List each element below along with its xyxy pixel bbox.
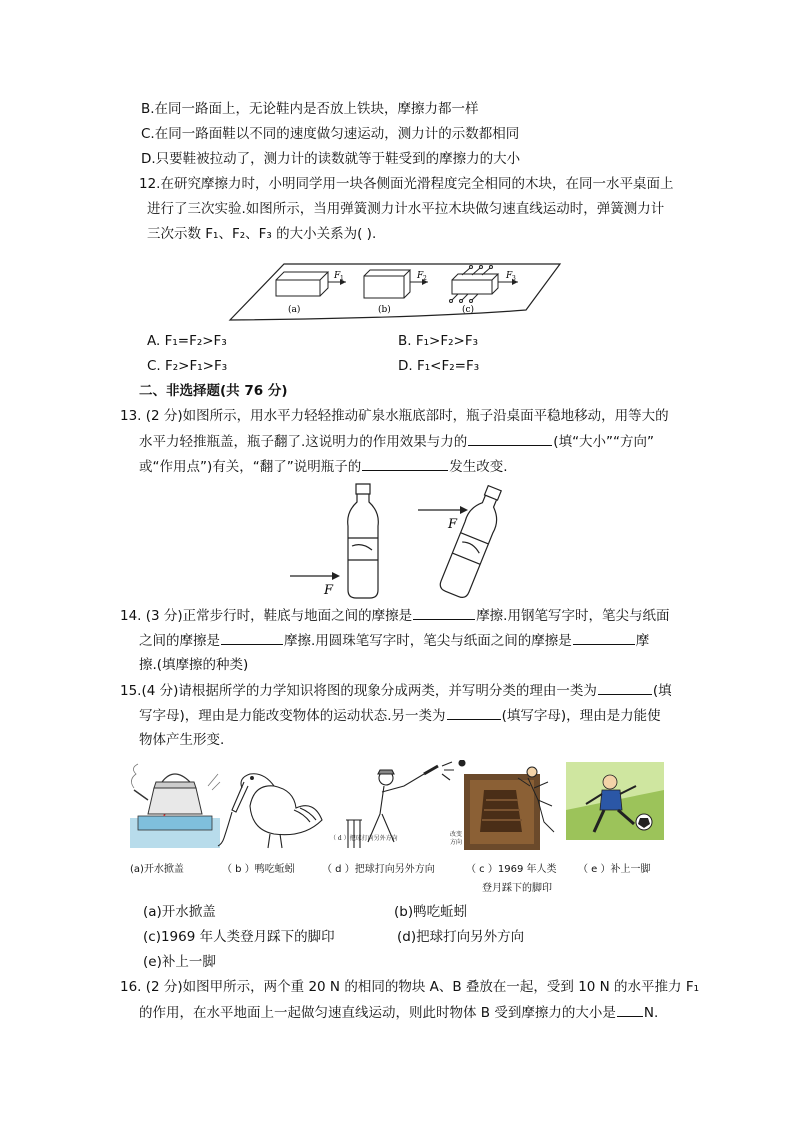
force-label-f1: F [334, 271, 341, 281]
block-c [450, 266, 499, 303]
label-b: (b) [378, 305, 391, 315]
fig-text-direction: 方向 [450, 839, 463, 846]
force-label-f2: F [417, 271, 424, 281]
q15-blank-2[interactable] [447, 705, 501, 720]
caption-a: (a)开水掀盖 [130, 864, 184, 875]
force-sub-2: 2 [423, 275, 427, 282]
soccer-picture [566, 762, 664, 840]
fig-text-d: （ d ）把球打向另外方向 [330, 835, 398, 842]
q12-stem-line1: 12.在研究摩擦力时，小明同学用一块各侧面光滑程度完全相同的木块，在同一水平桌面上 [139, 176, 674, 192]
force-sub-1: 1 [340, 275, 344, 282]
duck-picture [218, 774, 322, 848]
q15-stem-line2: 写字母)，理由是力能改变物体的运动状态.另一类为 (填写字母)，理由是力能使 [139, 705, 661, 726]
batsman-picture [330, 760, 465, 848]
block-a [276, 272, 328, 296]
q15-phenomena-figure [124, 760, 668, 855]
q16-stem-line1: 16. (2 分)如图甲所示，两个重 20 N 的相同的物块 A、B 叠放在一起，受到 10 N 的水平推力 F₁ [120, 979, 700, 995]
bottle-tilted [438, 482, 509, 599]
q13-stem-line1: 13. (2 分)如图所示，用水平力轻轻推动矿泉水瓶底部时，瓶子沿桌面平稳地移动，用等大的 [120, 408, 669, 424]
label-c: (c) [462, 305, 475, 315]
q14-blank-3[interactable] [573, 630, 635, 645]
bottle-upright [348, 484, 379, 598]
kettle-picture [130, 764, 220, 848]
caption-c-line2: 登月踩下的脚印 [482, 883, 552, 894]
q13-blank-2[interactable] [362, 456, 448, 471]
q12-option-b: B. F₁>F₂>F₃ [398, 333, 478, 349]
q12-option-a: A. F₁=F₂>F₃ [147, 333, 227, 349]
q15-item-b: (b)鸭吃蚯蚓 [394, 904, 468, 920]
force-label-f3: F [506, 271, 513, 281]
q16-blank-1[interactable] [617, 1002, 643, 1017]
footprint-picture [450, 767, 554, 850]
q14-stem-line2: 之间的摩擦是 摩擦.用圆珠笔写字时，笔尖与纸面之间的摩擦是 摩 [139, 630, 649, 651]
fig-text-change: 改变 [450, 831, 463, 838]
caption-b: （ b ）鸭吃蚯蚓 [222, 864, 295, 875]
q14-blank-2[interactable] [221, 630, 283, 645]
q13-bottle-figure [288, 480, 528, 610]
label-a: (a) [288, 305, 301, 315]
q13-blank-1[interactable] [468, 431, 552, 446]
section-2-title: 二、非选择题(共 76 分) [139, 383, 288, 399]
q13-stem-line2: 水平力轻推瓶盖，瓶子翻了.这说明力的作用效果与力的 (填“大小”“方向” [139, 431, 654, 452]
q15-stem-line3: 物体产生形变. [139, 732, 225, 748]
block-b [364, 270, 410, 298]
q15-blank-1[interactable] [598, 680, 652, 695]
q14-stem-line1: 14. (3 分)正常步行时，鞋底与地面之间的摩擦是 摩擦.用钢笔写字时，笔尖与纸面 [120, 605, 669, 626]
q16-stem-line2: 的作用，在水平地面上一起做匀速直线运动，则此时物体 B 受到摩擦力的大小是 N. [139, 1002, 658, 1023]
q12-friction-figure [226, 258, 566, 328]
force-label-bottom: F [324, 583, 334, 598]
force-label-top: F [448, 517, 458, 532]
q15-item-e: (e)补上一脚 [143, 954, 216, 970]
q11-option-d: D.只要鞋被拉动了，测力计的读数就等于鞋受到的摩擦力的大小 [141, 151, 521, 167]
q15-stem-line1: 15.(4 分)请根据所学的力学知识将图的现象分成两类，并写明分类的理由一类为 (填 [120, 680, 672, 701]
q11-option-c: C.在同一路面鞋以不同的速度做匀速运动，测力计的示数都相同 [141, 126, 520, 142]
q14-stem-line3: 擦.(填摩擦的种类) [139, 657, 249, 673]
q15-item-a: (a)开水掀盖 [143, 904, 216, 920]
q12-stem-line2: 进行了三次实验.如图所示，当用弹簧测力计水平拉木块做匀速直线运动时，弹簧测力计 [147, 201, 665, 217]
caption-c-line1: （ c ）1969 年人类 [466, 864, 557, 875]
q12-option-c: C. F₂>F₁>F₃ [147, 358, 228, 374]
caption-d: （ d ）把球打向另外方向 [322, 864, 435, 875]
q12-option-d: D. F₁<F₂=F₃ [398, 358, 480, 374]
q15-item-d: (d)把球打向另外方向 [397, 929, 525, 945]
q11-option-b: B.在同一路面上，无论鞋内是否放上铁块，摩擦力都一样 [141, 101, 479, 117]
q15-item-c: (c)1969 年人类登月踩下的脚印 [143, 929, 335, 945]
force-sub-3: 3 [512, 275, 516, 282]
caption-e: （ e ）补上一脚 [578, 864, 651, 875]
q14-blank-1[interactable] [413, 605, 475, 620]
q12-stem-line3: 三次示数 F₁、F₂、F₃ 的大小关系为( ). [147, 226, 377, 242]
q13-stem-line3: 或“作用点”)有关，“翻了”说明瓶子的 发生改变. [139, 456, 508, 477]
